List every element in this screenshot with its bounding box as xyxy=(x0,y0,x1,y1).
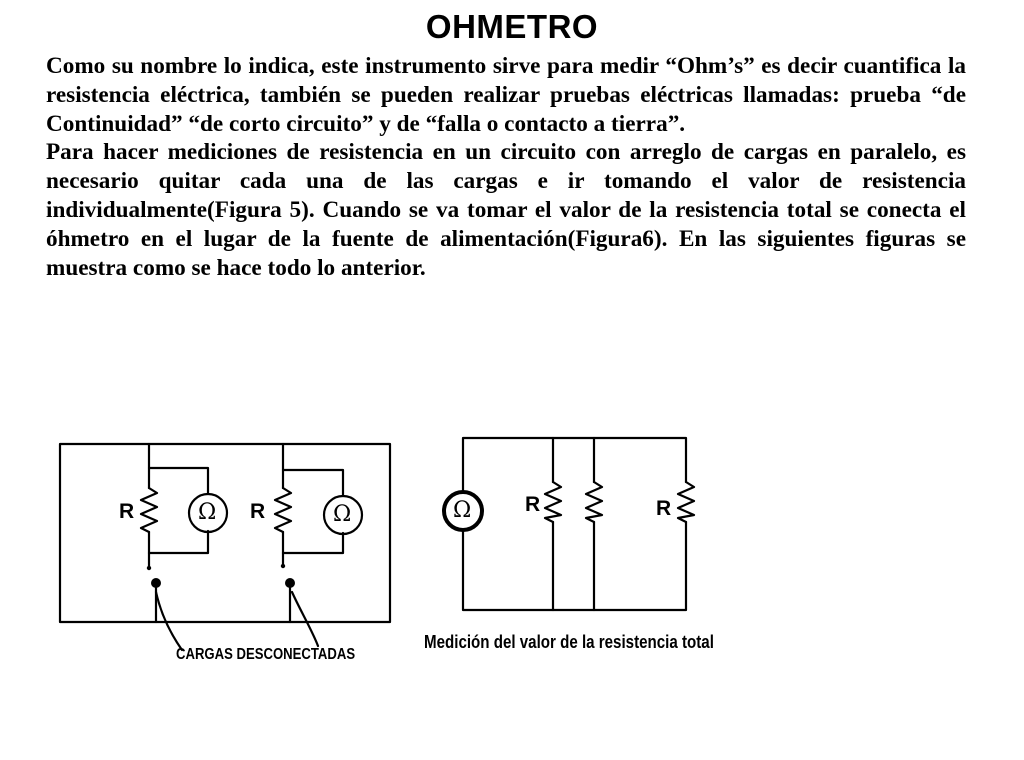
figure-5-meter-symbol-1: Ω xyxy=(198,500,217,525)
disconnect-dot-2b xyxy=(285,578,295,588)
disconnect-dot-2a xyxy=(281,564,285,568)
paragraph-intro: Como su nombre lo indica, este instrumento sirve para medir “Ohm’s” es decir cuantifica la resistencia eléctrica, también se pueden realizar pruebas eléctricas llamadas: prueba “de Continuidad” “de corto circuito” y de “falla o contacto a tierra”. xyxy=(46,53,966,137)
figure-6-meter-symbol: Ω xyxy=(453,498,472,523)
figure-5-resistor-label-1: R xyxy=(119,500,135,523)
figure-5-resistor-label-2: R xyxy=(250,500,266,523)
figure-5-caption: CARGAS DESCONECTADAS xyxy=(176,646,356,663)
resistor-1 xyxy=(141,488,157,532)
meter-1-bottom-wire xyxy=(149,531,208,553)
resistor-2 xyxy=(275,488,291,532)
figure-5-meter-symbol-2: Ω xyxy=(333,502,352,527)
slide-title: OHMETRO xyxy=(425,8,599,45)
figure-6-caption: Medición del valor de la resistencia total xyxy=(424,632,714,652)
disconnect-dot-1a xyxy=(147,566,151,570)
disconnect-dot-1b xyxy=(151,578,161,588)
meter-2-top-wire xyxy=(283,470,343,496)
figure-6-resistor-label-1: R xyxy=(525,493,541,516)
figure-6-resistor-label-2: R xyxy=(656,497,672,520)
meter-1-top-wire xyxy=(149,468,208,494)
paragraph-parallel-measurement: Para hacer mediciones de resistencia en un circuito con arreglo de cargas en paralelo, es necesario quitar cada una de las cargas e ir tomando el valor de resistencia individualmente(Figura 5). Cuando se va tomar el valor de la resistencia total se conecta el óhmetro en el lugar de la fuente de alimentación(Figura6). En las siguientes figuras se muestra como se hace todo lo anterior. xyxy=(46,139,966,281)
pointer-line-2 xyxy=(292,592,318,646)
meter-2-bottom-wire xyxy=(283,533,343,553)
